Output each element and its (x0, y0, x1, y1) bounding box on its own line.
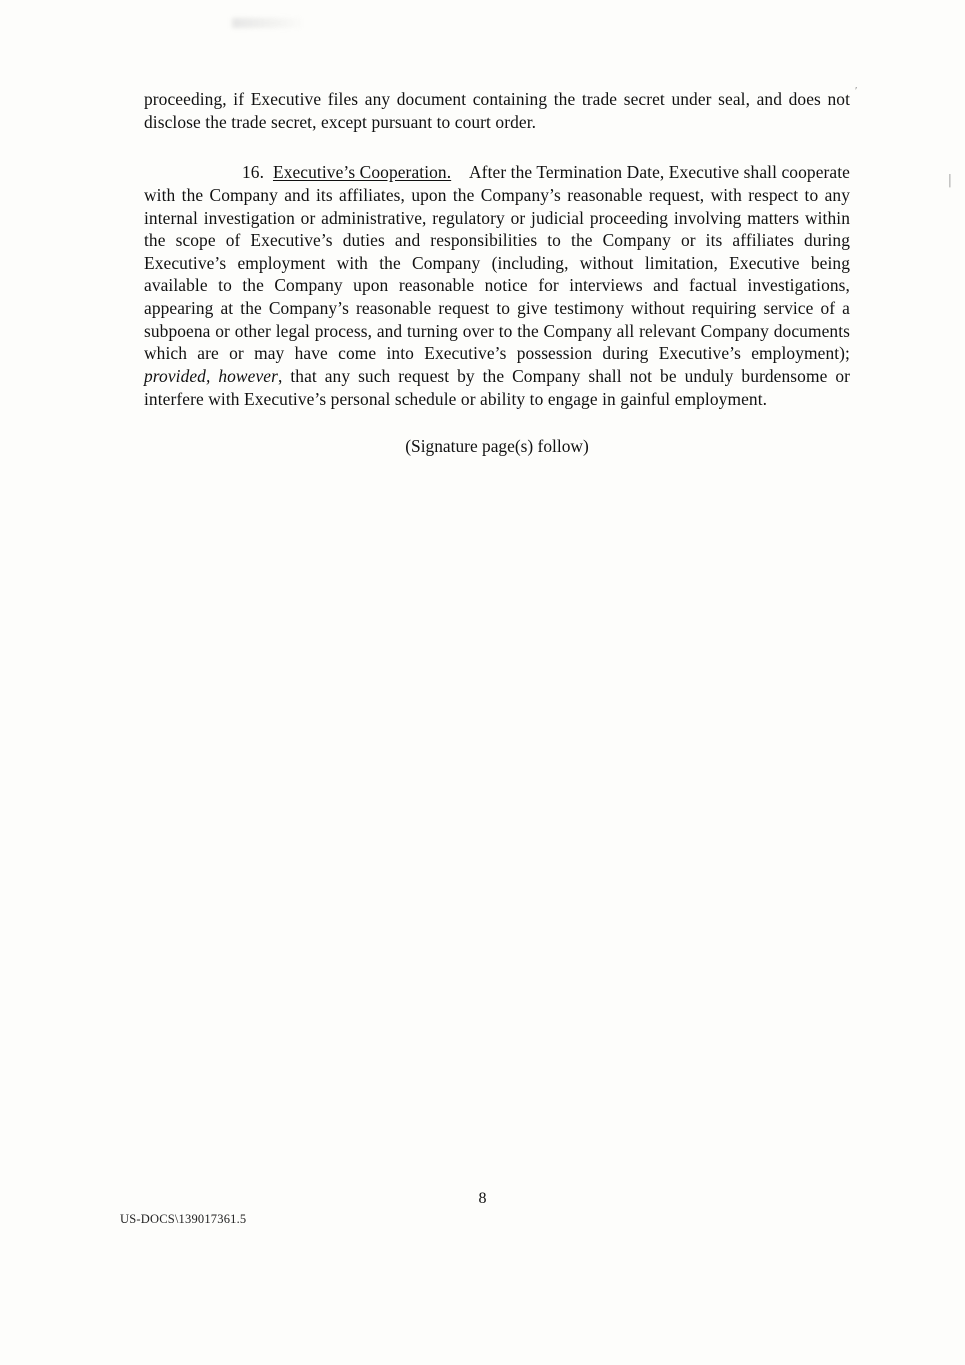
document-body (144, 88, 850, 457)
paragraph-section-16 (144, 161, 850, 410)
section-number: 16. (242, 162, 265, 183)
section-text-before-italic: After the Termination Date, Executive shall cooperate with the Company and its affiliates, upon the Company’s reasonable request, with respect to any internal investigation or administrative, regulatory or judicial proceeding involving matters within the scope of Executive’s duties and responsibilities to the Company or its affiliates during Executive’s employment with the Company (including, without limitation, Executive being available to the Company upon reasonable notice for interviews and factual investigations, appearing at the Company’s reasonable request to give testimony without requiring service of a subpoena or other legal process, and turning over to the Company all relevant Company documents which are or may have come into Executive’s possession during Executive’s employment); (144, 162, 850, 364)
scan-artifact-mark: │ (946, 175, 954, 187)
section-italic-phrase: provided, however (144, 365, 278, 386)
scan-smudge (232, 18, 302, 28)
page-number: 8 (478, 1190, 487, 1207)
section-heading: Executive’s Cooperation. (272, 162, 452, 183)
footer-document-code: US-DOCS\139017361.5 (120, 1212, 247, 1226)
scan-artifact-mark: ′ (855, 85, 858, 97)
section-text-after-italic: , that any such request by the Company shall not be unduly burdensome or interfere with Executive’s personal schedule or ability to engage in gainful employment. (144, 365, 851, 409)
signature-page-note: (Signature page(s) follow) (405, 436, 589, 457)
paragraph-continuation: proceeding, if Executive files any document containing the trade secret under seal, and does not disclose the trade secret, except pursuant to court order. (144, 89, 850, 132)
